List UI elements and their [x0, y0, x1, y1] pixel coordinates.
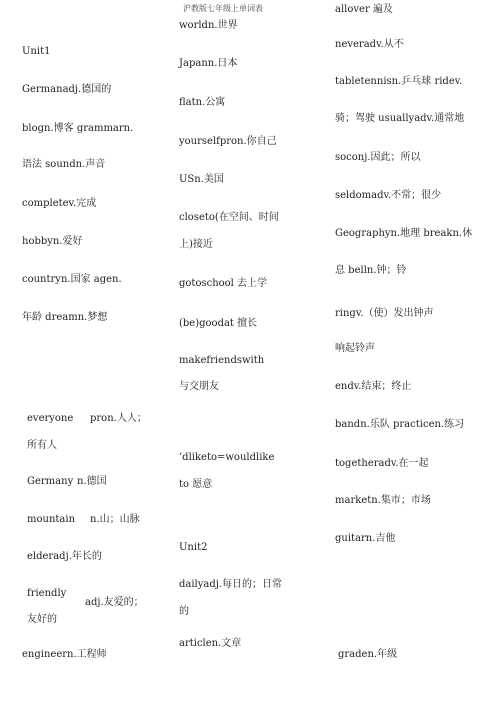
text-line: engineern.工程师 — [22, 649, 107, 660]
text-line: graden.年级 — [338, 649, 398, 660]
text-line: guitarn.吉他 — [335, 533, 396, 544]
text-line: pron.人人； — [90, 413, 147, 424]
text-line: seldomadv.不常；很少 — [335, 190, 442, 201]
text-line: bandn.乐队 practicen.练习 — [335, 419, 465, 430]
text-line: dailyadj.每日的；日常 — [179, 579, 283, 590]
text-line: USn.美国 — [179, 174, 224, 185]
text-line: 上)接近 — [179, 239, 213, 250]
text-line: allover 遍及 — [335, 4, 393, 15]
text-line: 骑；驾驶 usuallyadv.通常地 — [335, 113, 465, 124]
text-line: closeto(在空间、时间 — [179, 212, 279, 223]
text-line: makefriendswith — [179, 355, 265, 366]
text-line: 友好的 — [27, 614, 57, 625]
text-line: 所有人 — [27, 440, 57, 451]
page-header: 沪教版七年级上单词表 — [183, 4, 263, 13]
text-line: yourselfpron.你自己 — [179, 136, 277, 147]
text-line: ’dliketo=wouldlike — [179, 452, 275, 463]
text-line: Japann.日本 — [179, 58, 238, 69]
text-line: completev.完成 — [22, 198, 97, 209]
text-line: tabletennisn.乒乓球 ridev. — [335, 76, 463, 87]
text-line: worldn.世界 — [179, 20, 238, 31]
text-line: blogn.博客 grammarn. — [22, 123, 134, 134]
text-line: 息 belln.钟；铃 — [335, 265, 407, 276]
text-line: 的 — [179, 606, 189, 617]
text-line: hobbyn.爱好 — [22, 236, 83, 247]
text-line: n.德国 — [77, 476, 107, 487]
text-line: 语法 soundn.声音 — [22, 159, 106, 170]
text-line: soconj.因此；所以 — [335, 152, 421, 163]
text-line: Unit2 — [179, 542, 208, 553]
text-line: elderadj.年长的 — [27, 551, 102, 562]
text-line: gotoschool 去上学 — [179, 278, 268, 289]
text-line: 年龄 dreamn.梦想 — [22, 312, 108, 323]
text-line: articlen.文章 — [179, 638, 242, 649]
text-line: Unit1 — [22, 46, 51, 57]
text-line: n.山；山脉 — [90, 514, 140, 525]
text-line: (be)goodat 擅长 — [179, 318, 258, 329]
text-line: friendly — [27, 588, 67, 599]
text-line: neveradv.从不 — [335, 39, 404, 50]
text-line: 响起铃声 — [335, 343, 375, 354]
text-line: endv.结束；终止 — [335, 381, 412, 392]
text-line: adj.友爱的； — [85, 597, 144, 608]
text-line: mountain — [27, 514, 76, 525]
text-line: 与交朋友 — [179, 381, 219, 392]
text-line: Geographyn.地理 breakn.休 — [335, 228, 473, 239]
text-line: Germanadj.德国的 — [22, 84, 112, 95]
text-line: ringv.（使）发出钟声 — [335, 308, 434, 319]
text-line: to 愿意 — [179, 479, 213, 490]
text-line: marketn.集市；市场 — [335, 495, 431, 506]
text-line: Germany — [27, 476, 74, 487]
text-line: countryn.国家 agen. — [22, 274, 122, 285]
text-line: flatn.公寓 — [179, 97, 226, 108]
text-line: everyone — [27, 413, 74, 424]
text-line: togetheradv.在一起 — [335, 458, 429, 469]
